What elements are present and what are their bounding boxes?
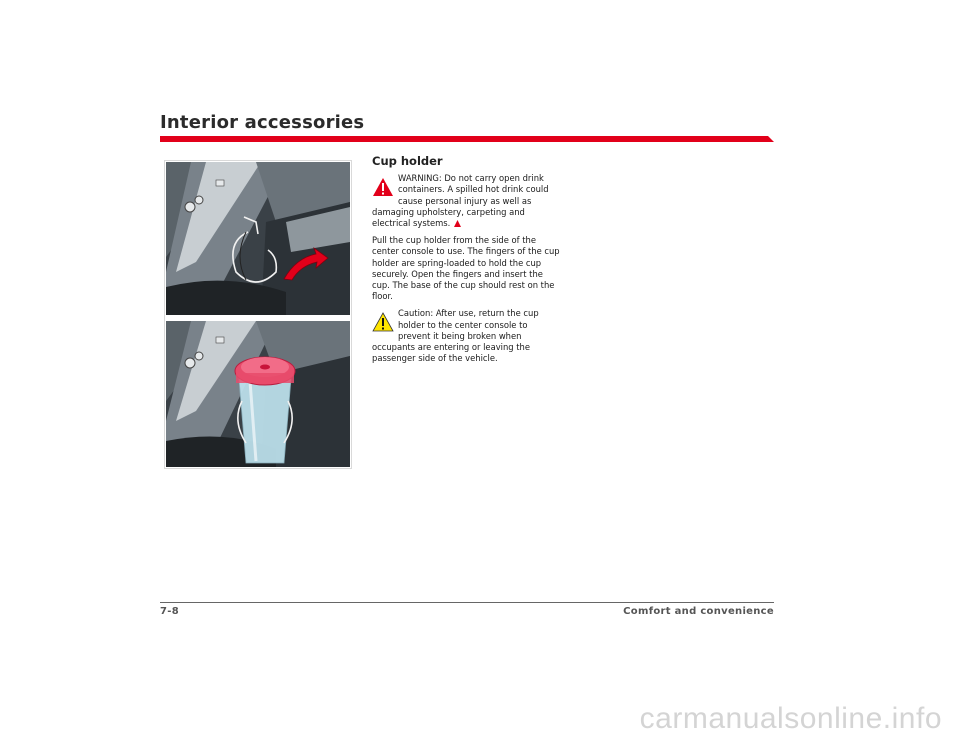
warning-text: WARNING: Do not carry open drink containers. A spilled hot drink could cause personal injury as well as damaging upholstery, carpeting and electrical systems. <box>372 173 549 229</box>
footer-section-title: Comfort and convenience <box>623 606 774 617</box>
cup-holder-illustration <box>164 160 352 469</box>
cup-holder-with-cup-image <box>166 321 350 467</box>
cup-holder-unfolded-image <box>166 162 350 315</box>
warning-block <box>372 173 562 229</box>
footer-divider <box>160 602 774 603</box>
watermark: carmanualsonline.info <box>639 702 942 735</box>
caution-text: Caution: After use, return the cup holder to the center console to prevent it being broken when occupants are entering or leaving the passenger side of the vehicle. <box>372 308 539 364</box>
instructions-text: Pull the cup holder from the side of the center console to use. The fingers of the cup holder are spring-loaded to hold the cup securely. Open the fingers and insert the cup. The base of the cup should rest on the floor. <box>372 235 560 302</box>
caution-block <box>372 308 562 364</box>
red-warning-triangle-icon <box>372 177 394 197</box>
end-of-warning-icon <box>454 220 461 227</box>
section-heading: Cup holder <box>372 154 443 168</box>
page-title: Interior accessories <box>160 112 365 133</box>
title-accent-bar <box>160 136 774 142</box>
cup-holder-section <box>372 156 562 370</box>
page-number: 7-8 <box>160 606 179 617</box>
yellow-caution-triangle-icon <box>372 312 394 332</box>
